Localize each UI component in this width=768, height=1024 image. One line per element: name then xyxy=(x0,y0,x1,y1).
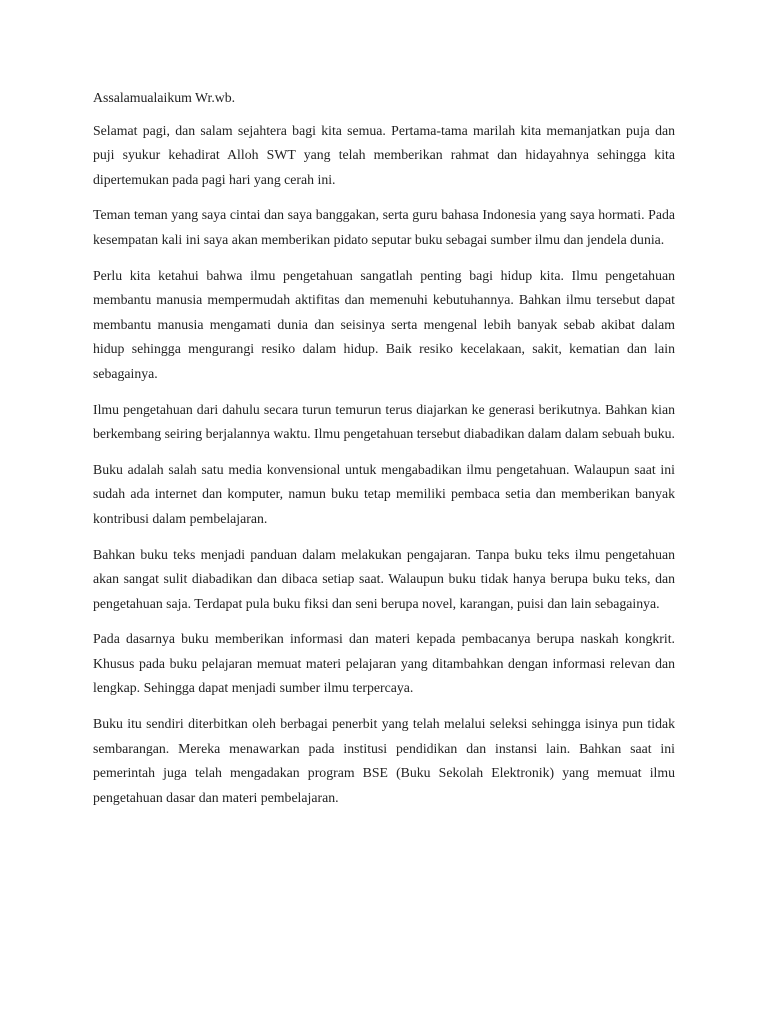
paragraph-importance-of-knowledge: Perlu kita ketahui bahwa ilmu pengetahuan sangatlah penting bagi hidup kita. Ilmu pengetahuan membantu manusia mempermudah aktifitas dan memenuhi kebutuhannya. Bahkan ilmu tersebut dapat membantu manusia mengamati dunia dan seisinya serta mengenal lebih banyak sebab akibat dalam hidup sehingga mengurangi resiko dalam hidup. Baik resiko kecelakaan, sakit, kematian dan lain sebagainya. xyxy=(93,267,675,381)
paragraph-publishers: Buku itu sendiri diterbitkan oleh berbagai penerbit yang telah melalui seleksi sehingga isinya pun tidak sembarangan. Mereka menawarkan pada institusi pendidikan dan instansi lain. Bahkan saat ini pemerintah juga telah mengadakan program BSE (Buku Sekolah Elektronik) yang memuat ilmu pengetahuan dasar dan materi pembelajaran. xyxy=(93,716,675,805)
paragraph-knowledge-passed-down: Ilmu pengetahuan dari dahulu secara turun temurun terus diajarkan ke generasi berikutnya. Bahkan kian berkembang seiring berjalannya waktu. Ilmu pengetahuan tersebut diabadikan dalam dalam sebuah buku. xyxy=(93,401,675,442)
greeting: Assalamualaikum Wr.wb. xyxy=(93,90,236,105)
paragraph-book-as-media: Buku adalah salah satu media konvensional untuk mengabadikan ilmu pengetahuan. Walaupun saat ini sudah ada internet dan komputer, namun buku tetap memiliki pembaca setia dan memberikan banyak kontribusi dalam pembelajaran. xyxy=(93,461,675,526)
document-body xyxy=(93,86,675,821)
paragraph-opening: Selamat pagi, dan salam sejahtera bagi kita semua. Pertama-tama marilah kita memanjatkan puja dan puji syukur kehadirat Alloh SWT yang telah memberikan rahmat dan hidayahnya sehingga kita dipertemukan pada pagi hari yang cerah ini. xyxy=(93,122,675,187)
paragraph-textbooks: Bahkan buku teks menjadi panduan dalam melakukan pengajaran. Tanpa buku teks ilmu pengetahuan akan sangat sulit diabadikan dan dibaca setiap saat. Walaupun buku tidak hanya berupa buku teks, dan pengetahuan saja. Terdapat pula buku fiksi dan seni berupa novel, karangan, puisi dan lain sebagainya. xyxy=(93,546,675,611)
paragraph-book-information: Pada dasarnya buku memberikan informasi dan materi kepada pembacanya berupa naskah kongkrit. Khusus pada buku pelajaran memuat materi pelajaran yang ditambahkan dengan informasi relevan dan lengkap. Sehingga dapat menjadi sumber ilmu terpercaya. xyxy=(93,631,675,696)
paragraph-introduction: Teman teman yang saya cintai dan saya banggakan, serta guru bahasa Indonesia yang saya hormati. Pada kesempatan kali ini saya akan memberikan pidato seputar buku sebagai sumber ilmu dan jendela dunia. xyxy=(93,207,675,247)
